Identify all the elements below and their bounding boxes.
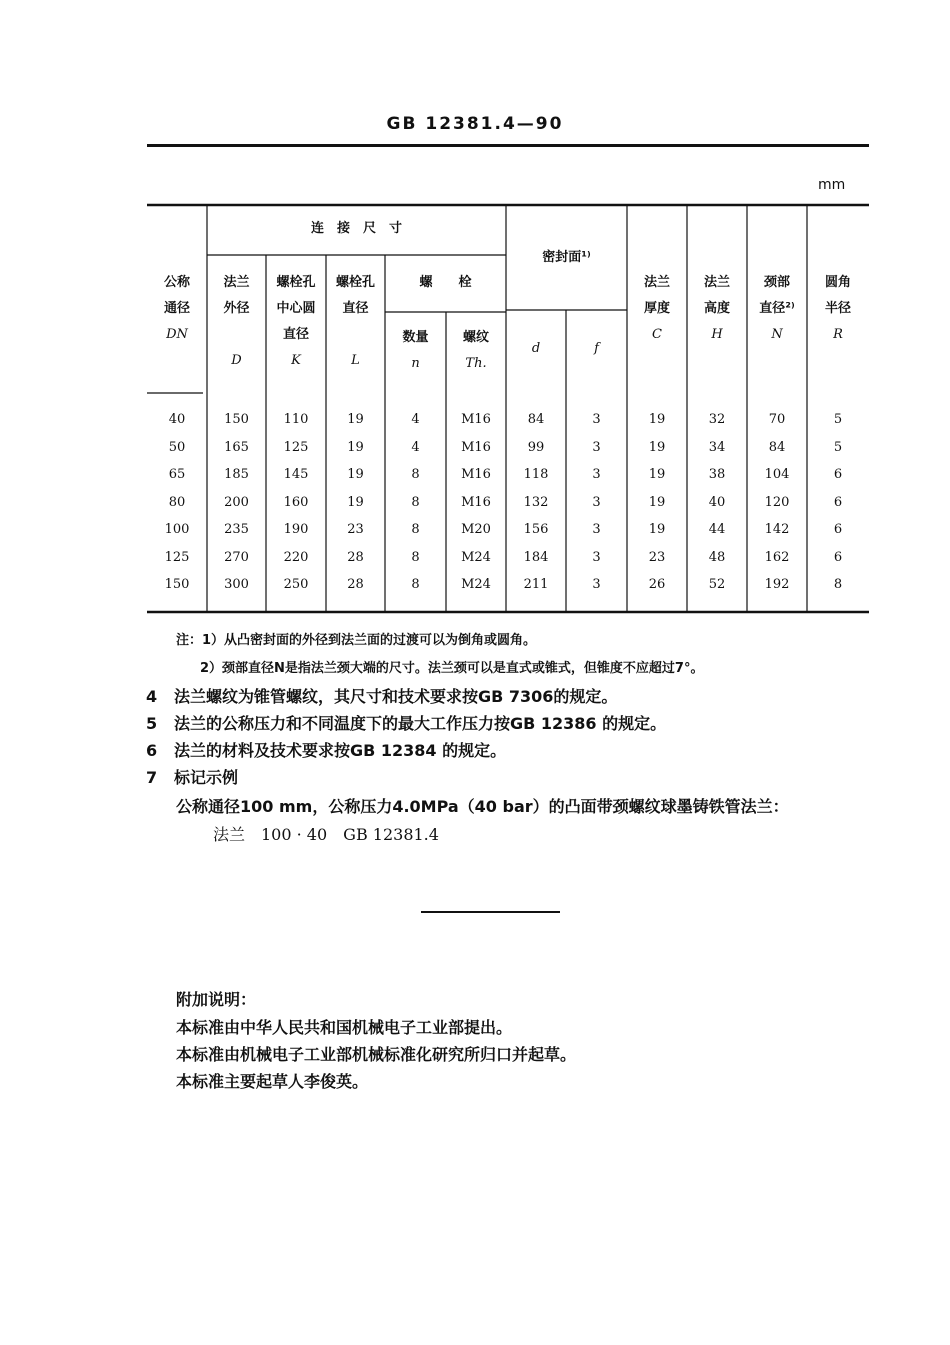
cell-thread: M16 xyxy=(461,412,491,427)
cell-bolt-hole: 28 xyxy=(347,577,364,592)
cell-neck-diameter: 162 xyxy=(764,549,790,565)
header-flange-outer-diameter: 法兰 外径 D xyxy=(223,275,250,368)
cell-outer-diameter: 200 xyxy=(224,494,249,510)
cell-thickness: 26 xyxy=(648,577,666,592)
cell-bolt-circle: 125 xyxy=(283,439,309,455)
header-flange-thickness: 法兰 厚度 C xyxy=(643,275,670,342)
cell-radius: 6 xyxy=(833,494,843,510)
header-seal-d: d xyxy=(531,341,541,356)
cell-neck-diameter: 70 xyxy=(768,412,786,427)
cell-seal-f: 3 xyxy=(592,549,601,565)
cell-thickness: 19 xyxy=(648,522,666,537)
clause-5: 5 法兰的公称压力和不同温度下的最大工作压力按GB 12386 的规定。 xyxy=(146,714,667,733)
cell-seal-f: 3 xyxy=(592,467,601,482)
cell-thickness: 19 xyxy=(648,494,666,510)
cell-neck-diameter: 192 xyxy=(764,577,790,592)
cell-bolt-circle: 145 xyxy=(283,467,309,482)
header-seal-f: f xyxy=(594,341,599,356)
header-rule xyxy=(147,144,869,147)
cell-height: 40 xyxy=(708,494,726,510)
cell-thickness: 19 xyxy=(648,439,666,455)
note-1: 注：1）从凸密封面的外径到法兰面的过渡可以为倒角或圆角。 xyxy=(176,633,537,648)
note-2: 2）颈部直径N是指法兰颈大端的尺寸。法兰颈可以是直式或锥式，但锥度不应超过7°。 xyxy=(200,661,704,676)
cell-bolt-qty: 4 xyxy=(411,439,420,455)
standard-number: GB 12381.4—90 xyxy=(386,114,564,134)
cell-height: 44 xyxy=(708,522,726,537)
cell-seal-f: 3 xyxy=(592,522,601,537)
cell-seal-d: 184 xyxy=(523,549,549,565)
header-fillet-radius: 圆角 半径 R xyxy=(824,275,851,342)
cell-radius: 5 xyxy=(833,439,843,455)
cell-height: 48 xyxy=(708,549,726,565)
cell-thread: M16 xyxy=(461,494,491,510)
cell-seal-f: 3 xyxy=(592,577,601,592)
cell-height: 34 xyxy=(708,439,726,455)
appendix-line-1: 本标准由中华人民共和国机械电子工业部提出。 xyxy=(176,1018,513,1037)
header-flange-height: 法兰 高度 H xyxy=(703,275,730,342)
cell-dn: 50 xyxy=(168,439,186,455)
header-bolt: 螺 栓 xyxy=(419,275,472,290)
cell-outer-diameter: 165 xyxy=(224,439,249,455)
cell-thread: M20 xyxy=(461,522,491,537)
cell-seal-d: 132 xyxy=(523,494,549,510)
cell-dn: 65 xyxy=(168,467,186,482)
cell-radius: 8 xyxy=(833,577,843,592)
cell-outer-diameter: 150 xyxy=(224,412,249,427)
clause-6: 6 法兰的材料及技术要求按GB 12384 的规定。 xyxy=(146,741,507,760)
header-bolt-hole-diameter: 螺栓孔 直径 L xyxy=(335,275,375,368)
cell-outer-diameter: 270 xyxy=(224,549,249,565)
cell-bolt-qty: 8 xyxy=(411,522,420,537)
cell-bolt-circle: 250 xyxy=(283,577,309,592)
cell-thread: M16 xyxy=(461,467,491,482)
cell-seal-d: 84 xyxy=(527,412,545,427)
cell-thickness: 23 xyxy=(648,549,666,565)
cell-radius: 5 xyxy=(833,412,843,427)
cell-thickness: 19 xyxy=(648,412,666,427)
cell-bolt-qty: 8 xyxy=(411,549,420,565)
cell-bolt-hole: 19 xyxy=(347,439,364,455)
clause-4: 4 法兰螺纹为锥管螺纹，其尺寸和技术要求按GB 7306的规定。 xyxy=(146,687,618,706)
cell-seal-f: 3 xyxy=(592,412,601,427)
header-dn: 公称 通径 DN xyxy=(163,275,190,342)
cell-thickness: 19 xyxy=(648,467,666,482)
header-connection-dimensions: 连 接 尺 寸 xyxy=(310,221,402,236)
cell-seal-d: 118 xyxy=(523,467,549,482)
cell-bolt-circle: 190 xyxy=(283,522,309,537)
cell-outer-diameter: 185 xyxy=(224,467,249,482)
cell-bolt-qty: 8 xyxy=(411,494,420,510)
cell-bolt-hole: 28 xyxy=(347,549,364,565)
cell-neck-diameter: 142 xyxy=(764,522,790,537)
cell-thread: M24 xyxy=(461,577,491,592)
marking-example: 法兰 100 · 40 GB 12381.4 xyxy=(213,825,439,844)
cell-height: 52 xyxy=(708,577,726,592)
header-bolt-thread: 螺纹 Th. xyxy=(462,330,489,371)
cell-seal-f: 3 xyxy=(592,439,601,455)
cell-height: 38 xyxy=(708,467,726,482)
cell-radius: 6 xyxy=(833,522,843,537)
header-bolt-circle-diameter: 螺栓孔 中心圆 直径 K xyxy=(276,275,316,368)
cell-bolt-qty: 8 xyxy=(411,467,420,482)
header-bolt-quantity: 数量 n xyxy=(402,330,429,371)
cell-outer-diameter: 300 xyxy=(224,577,249,592)
marking-example-description: 公称通径100 mm，公称压力4.0MPa（40 bar）的凸面带颈螺纹球墨铸铁管法兰： xyxy=(176,797,789,816)
clause-7: 7 标记示例 xyxy=(146,768,239,787)
cell-bolt-qty: 8 xyxy=(411,577,420,592)
cell-dn: 125 xyxy=(164,549,190,565)
cell-bolt-hole: 23 xyxy=(347,522,364,537)
cell-dn: 100 xyxy=(164,522,190,537)
cell-bolt-circle: 160 xyxy=(283,494,309,510)
cell-seal-d: 211 xyxy=(523,577,549,592)
cell-dn: 40 xyxy=(168,412,186,427)
cell-seal-f: 3 xyxy=(592,494,601,510)
cell-bolt-hole: 19 xyxy=(347,467,364,482)
cell-bolt-hole: 19 xyxy=(347,412,364,427)
cell-thread: M24 xyxy=(461,549,491,565)
cell-neck-diameter: 120 xyxy=(764,494,790,510)
cell-outer-diameter: 235 xyxy=(224,522,249,537)
cell-radius: 6 xyxy=(833,467,843,482)
cell-bolt-circle: 220 xyxy=(283,549,309,565)
end-rule xyxy=(421,911,560,913)
unit-label: mm xyxy=(818,177,846,193)
cell-thread: M16 xyxy=(461,439,491,455)
header-sealing-face: 密封面¹⁾ xyxy=(542,250,591,265)
appendix-title: 附加说明： xyxy=(176,990,257,1009)
cell-seal-d: 99 xyxy=(527,439,545,455)
appendix-line-2: 本标准由机械电子工业部机械标准化研究所归口并起草。 xyxy=(176,1045,577,1064)
cell-neck-diameter: 104 xyxy=(764,467,790,482)
cell-bolt-qty: 4 xyxy=(411,412,420,427)
cell-dn: 80 xyxy=(168,494,186,510)
cell-height: 32 xyxy=(708,412,726,427)
cell-radius: 6 xyxy=(833,549,843,565)
appendix-line-3: 本标准主要起草人李俊英。 xyxy=(176,1072,369,1091)
cell-dn: 150 xyxy=(164,577,190,592)
cell-seal-d: 156 xyxy=(523,522,549,537)
cell-neck-diameter: 84 xyxy=(768,439,786,455)
header-neck-diameter: 颈部 直径²⁾ N xyxy=(759,275,795,342)
cell-bolt-hole: 19 xyxy=(347,494,364,510)
cell-bolt-circle: 110 xyxy=(283,412,309,427)
